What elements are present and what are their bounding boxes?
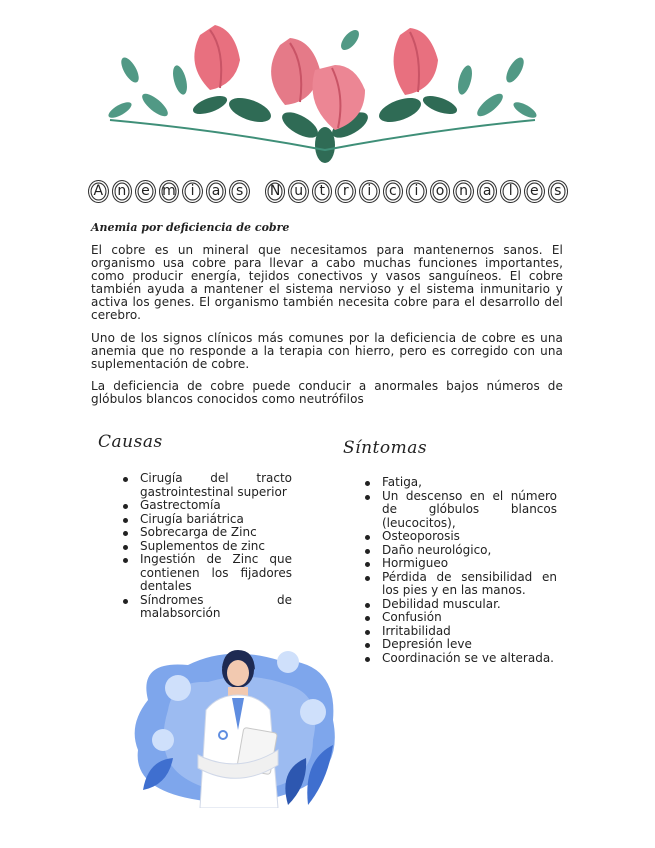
title-letter: s	[548, 180, 569, 203]
title-letter: n	[112, 180, 133, 203]
list-item: Depresión leve	[362, 638, 557, 652]
title-letter: n	[453, 180, 474, 203]
title-letter: t	[312, 180, 333, 203]
list-item: Sobrecarga de Zinc	[120, 526, 292, 540]
section-subtitle: Anemia por deficiencia de cobre	[91, 221, 290, 234]
list-item: Un descenso en el número de glóbulos blancos (leucocitos),	[362, 490, 557, 531]
title-letter: e	[135, 180, 156, 203]
title-letter: u	[288, 180, 309, 203]
symptoms-list	[362, 476, 557, 665]
title-letter: e	[524, 180, 545, 203]
list-item: Gastrectomía	[120, 499, 292, 513]
list-item: Debilidad muscular.	[362, 598, 557, 612]
list-item: Pérdida de sensibilidad en los pies y en las manos.	[362, 571, 557, 598]
title-letter: a	[206, 180, 227, 203]
title-letter: A	[88, 180, 109, 203]
list-item: Suplementos de zinc	[120, 540, 292, 554]
list-item: Confusión	[362, 611, 557, 625]
list-item: Cirugía bariátrica	[120, 513, 292, 527]
doctor-illustration	[128, 640, 346, 808]
list-item: Coordinación se ve alterada.	[362, 652, 557, 666]
list-item: Osteoporosis	[362, 530, 557, 544]
list-item: Hormigueo	[362, 557, 557, 571]
title-letter: m	[159, 180, 180, 203]
list-item: Irritabilidad	[362, 625, 557, 639]
floral-header-illustration	[100, 10, 545, 170]
title-letter: i	[359, 180, 380, 203]
clinical-sign-paragraph: Uno de los signos clínicos más comunes por la deficiencia de cobre es una anemia que no responde a la terapia con hierro, pero es corregido con una suplementación de cobre.	[91, 331, 563, 371]
causes-heading: Causas	[98, 432, 163, 452]
list-item: Cirugía del tracto gastrointestinal superior	[120, 472, 292, 499]
title-letter: N	[265, 180, 286, 203]
neutrophil-paragraph: La deficiencia de cobre puede conducir a anormales bajos números de glóbulos blancos conocidos como neutrófilos	[91, 379, 563, 406]
page-title	[88, 174, 568, 208]
causes-list	[120, 472, 292, 621]
title-letter: i	[406, 180, 427, 203]
title-letter: o	[430, 180, 451, 203]
list-item: Daño neurológico,	[362, 544, 557, 558]
title-letter: c	[383, 180, 404, 203]
intro-paragraph: El cobre es un mineral que necesitamos para mantenernos sanos. El organismo usa cobre para llevar a cabo muchas funciones importantes, como producir energía, tejidos conectivos y vasos sanguíneos. El cobre también ayuda a mantener el sistema nervioso y el sistema inmunitario y activa los genes. El organismo también necesita cobre para el desarrollo del cerebro.	[91, 243, 563, 322]
title-letter: a	[477, 180, 498, 203]
list-item: Fatiga,	[362, 476, 557, 490]
title-letter: i	[182, 180, 203, 203]
title-letter: r	[335, 180, 356, 203]
list-item: Síndromes de malabsorción	[120, 594, 292, 621]
title-letter: s	[229, 180, 250, 203]
list-item: Ingestión de Zinc que contienen los fijadores dentales	[120, 553, 292, 594]
title-letter: l	[500, 180, 521, 203]
symptoms-heading: Síntomas	[343, 438, 428, 458]
